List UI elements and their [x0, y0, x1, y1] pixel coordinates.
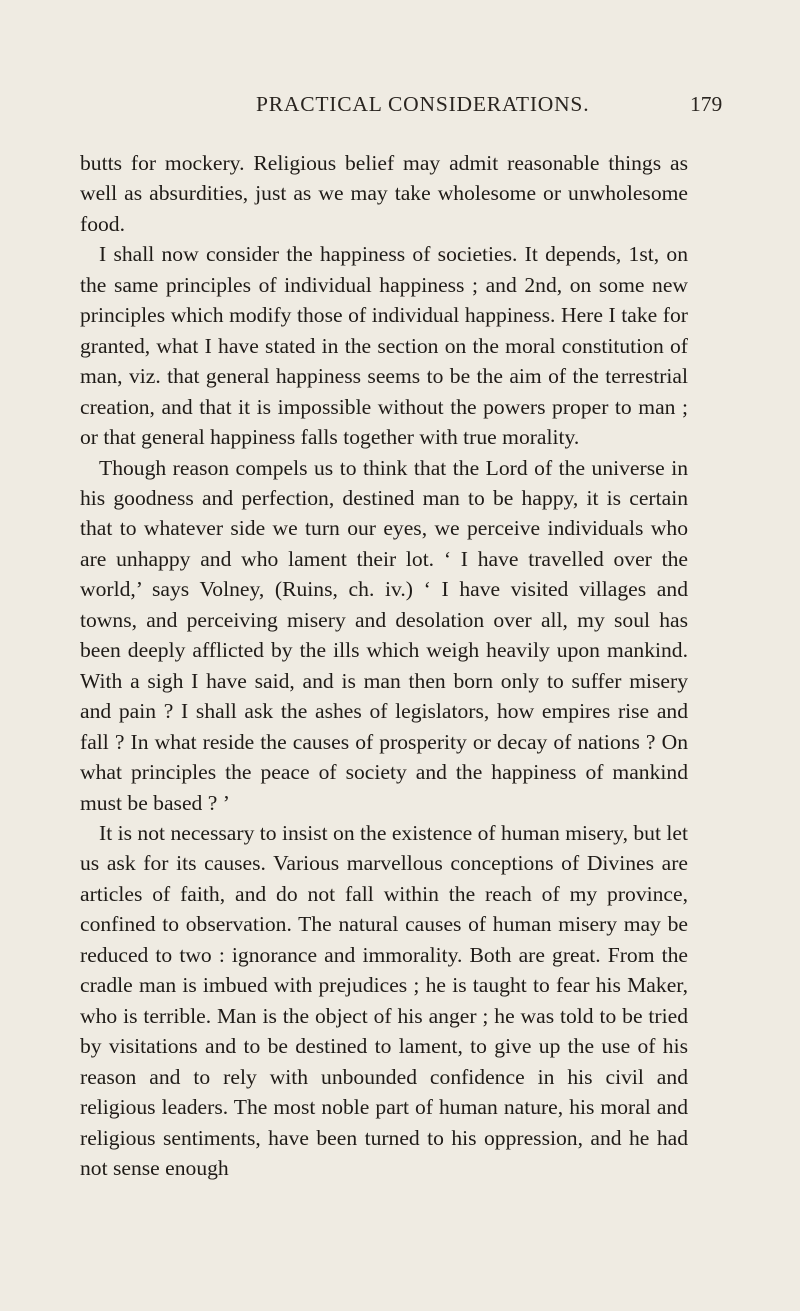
- running-head: [0, 92, 800, 122]
- paragraph-volney-quote: Though reason compels us to think that the Lord of the universe in his goodness and perfection, destined man to be happy, it is certain that to whatever side we turn our eyes, we perceive individuals who are unhappy and who lament their lot. ‘ I have travelled over the world,’ says Volney, (Ruins, ch. iv.) ‘ I have visited villages and towns, and perceiving misery and desolation over all, my soul has been deeply afflicted by the ills which weigh heavily upon mankind. With a sigh I have said, and is man then born only to suffer misery and pain ? I shall ask the ashes of legislators, how empires rise and fall ? In what reside the causes of prosperity or decay of nations ? On what principles the peace of society and the happiness of mankind must be based ? ’: [80, 455, 688, 815]
- page-number: 179: [690, 92, 723, 116]
- paragraph-happiness-of-societies: I shall now consider the happiness of societies. It depends, 1st, on the same principles of individual happiness ; and 2nd, on some new principles which modify those of individual happiness. Here I take for granted, what I have stated in the section on the moral constitution of man, viz. that general happiness seems to be the aim of the terrestrial creation, and that it is impossible without the powers proper to man ; or that general happiness falls together with true morality.: [80, 242, 688, 450]
- body-text: [80, 148, 688, 1183]
- paragraph-causes-of-misery: It is not necessary to insist on the existence of human misery, but let us ask for its causes. Various marvellous conceptions of Divines are articles of faith, and do not fall within the reach of my province, confined to observation. The natural causes of human misery may be reduced to two : ignorance and immorality. Both are great. From the cradle man is imbued with prejudices ; he is taught to fear his Maker, who is terrible. Man is the object of his anger ; he was told to be tried by visitations and to be destined to lament, to give up the use of his reason and to rely with unbounded confidence in his civil and religious leaders. The most noble part of human nature, his moral and religious sentiments, have been turned to his oppression, and he had not sense enough: [80, 820, 688, 1180]
- paragraph-continuation: butts for mockery. Religious belief may admit reasonable things as well as absurdities, just as we may take wholesome or unwholesome food.: [80, 151, 688, 236]
- running-title: PRACTICAL CONSIDERATIONS.: [256, 92, 590, 116]
